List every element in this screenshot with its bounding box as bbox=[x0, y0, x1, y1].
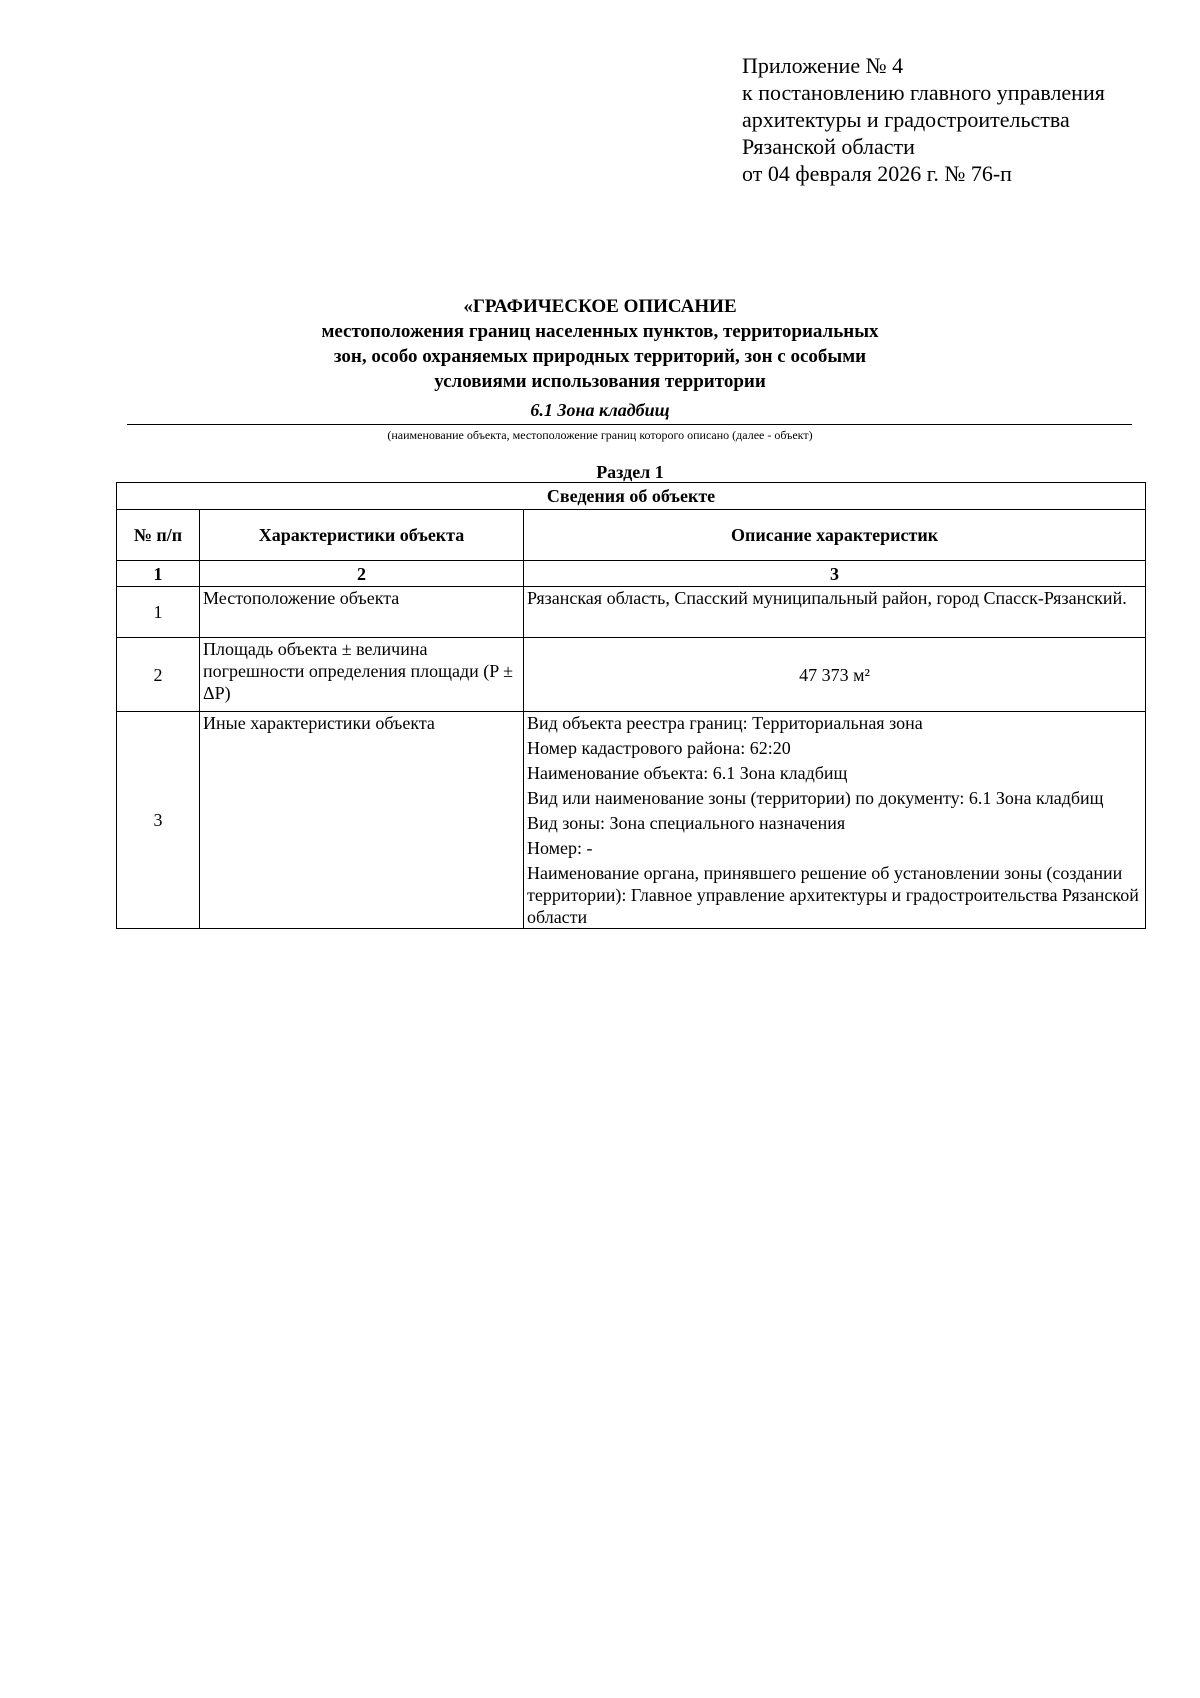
row-num: 1 bbox=[117, 587, 200, 638]
row-description: Рязанская область, Спасский муниципальный район, город Спасск-Рязанский. bbox=[524, 587, 1146, 638]
row-description: 47 373 м² bbox=[524, 638, 1146, 712]
header-num: № п/п bbox=[117, 510, 200, 561]
column-number: 2 bbox=[200, 561, 524, 587]
table-row bbox=[117, 638, 1146, 712]
description-line: Вид объекта реестра границ: Территориальная зона bbox=[527, 713, 923, 733]
description-line: Номер: - bbox=[527, 838, 593, 858]
row-characteristic: Площадь объекта ± величина погрешности определения площади (P ± ΔP) bbox=[200, 638, 524, 712]
object-info-table bbox=[116, 482, 1146, 929]
appendix-line: к постановлению главного управления bbox=[742, 80, 1105, 105]
object-name: 6.1 Зона кладбищ bbox=[530, 400, 670, 420]
appendix-header bbox=[742, 52, 1105, 187]
table-caption: Сведения об объекте bbox=[117, 483, 1146, 510]
appendix-line: от 04 февраля 2026 г. № 76-п bbox=[742, 161, 1012, 186]
row-characteristic: Местоположение объекта bbox=[200, 587, 524, 638]
title-line: условиями использования территории bbox=[434, 371, 766, 392]
object-name-caption: (наименование объекта, местоположение границ которого описано (далее - объект) bbox=[387, 428, 813, 442]
document-title bbox=[0, 294, 1200, 394]
row-num: 3 bbox=[117, 712, 200, 929]
appendix-line: Приложение № 4 bbox=[742, 53, 904, 78]
object-name-underline bbox=[127, 424, 1132, 425]
header-characteristic: Характеристики объекта bbox=[200, 510, 524, 561]
row-num: 2 bbox=[117, 638, 200, 712]
row-description bbox=[524, 712, 1146, 929]
description-line: Наименование органа, принявшего решение об установлении зоны (создании территории): Главное управление архитектуры и градостроительства Рязанской области bbox=[527, 863, 1139, 927]
description-line: Наименование объекта: 6.1 Зона кладбищ bbox=[527, 763, 848, 783]
appendix-line: Рязанской области bbox=[742, 134, 915, 159]
header-description: Описание характеристик bbox=[524, 510, 1146, 561]
title-line: зон, особо охраняемых природных территорий, зон с особыми bbox=[333, 346, 867, 367]
table-row bbox=[117, 712, 1146, 929]
description-line: Вид зоны: Зона специального назначения bbox=[527, 813, 846, 833]
appendix-line: архитектуры и градостроительства bbox=[742, 107, 1070, 132]
title-line: местоположения границ населенных пунктов, территориальных bbox=[321, 321, 879, 342]
description-line: Номер кадастрового района: 62:20 bbox=[527, 738, 791, 758]
column-number: 3 bbox=[524, 561, 1146, 587]
column-number: 1 bbox=[117, 561, 200, 587]
row-characteristic: Иные характеристики объекта bbox=[200, 712, 524, 929]
title-line: «ГРАФИЧЕСКОЕ ОПИСАНИЕ bbox=[463, 296, 737, 317]
table-row bbox=[117, 587, 1146, 638]
description-line: Вид или наименование зоны (территории) по документу: 6.1 Зона кладбищ bbox=[527, 788, 1104, 808]
section-label: Раздел 1 bbox=[596, 462, 664, 482]
